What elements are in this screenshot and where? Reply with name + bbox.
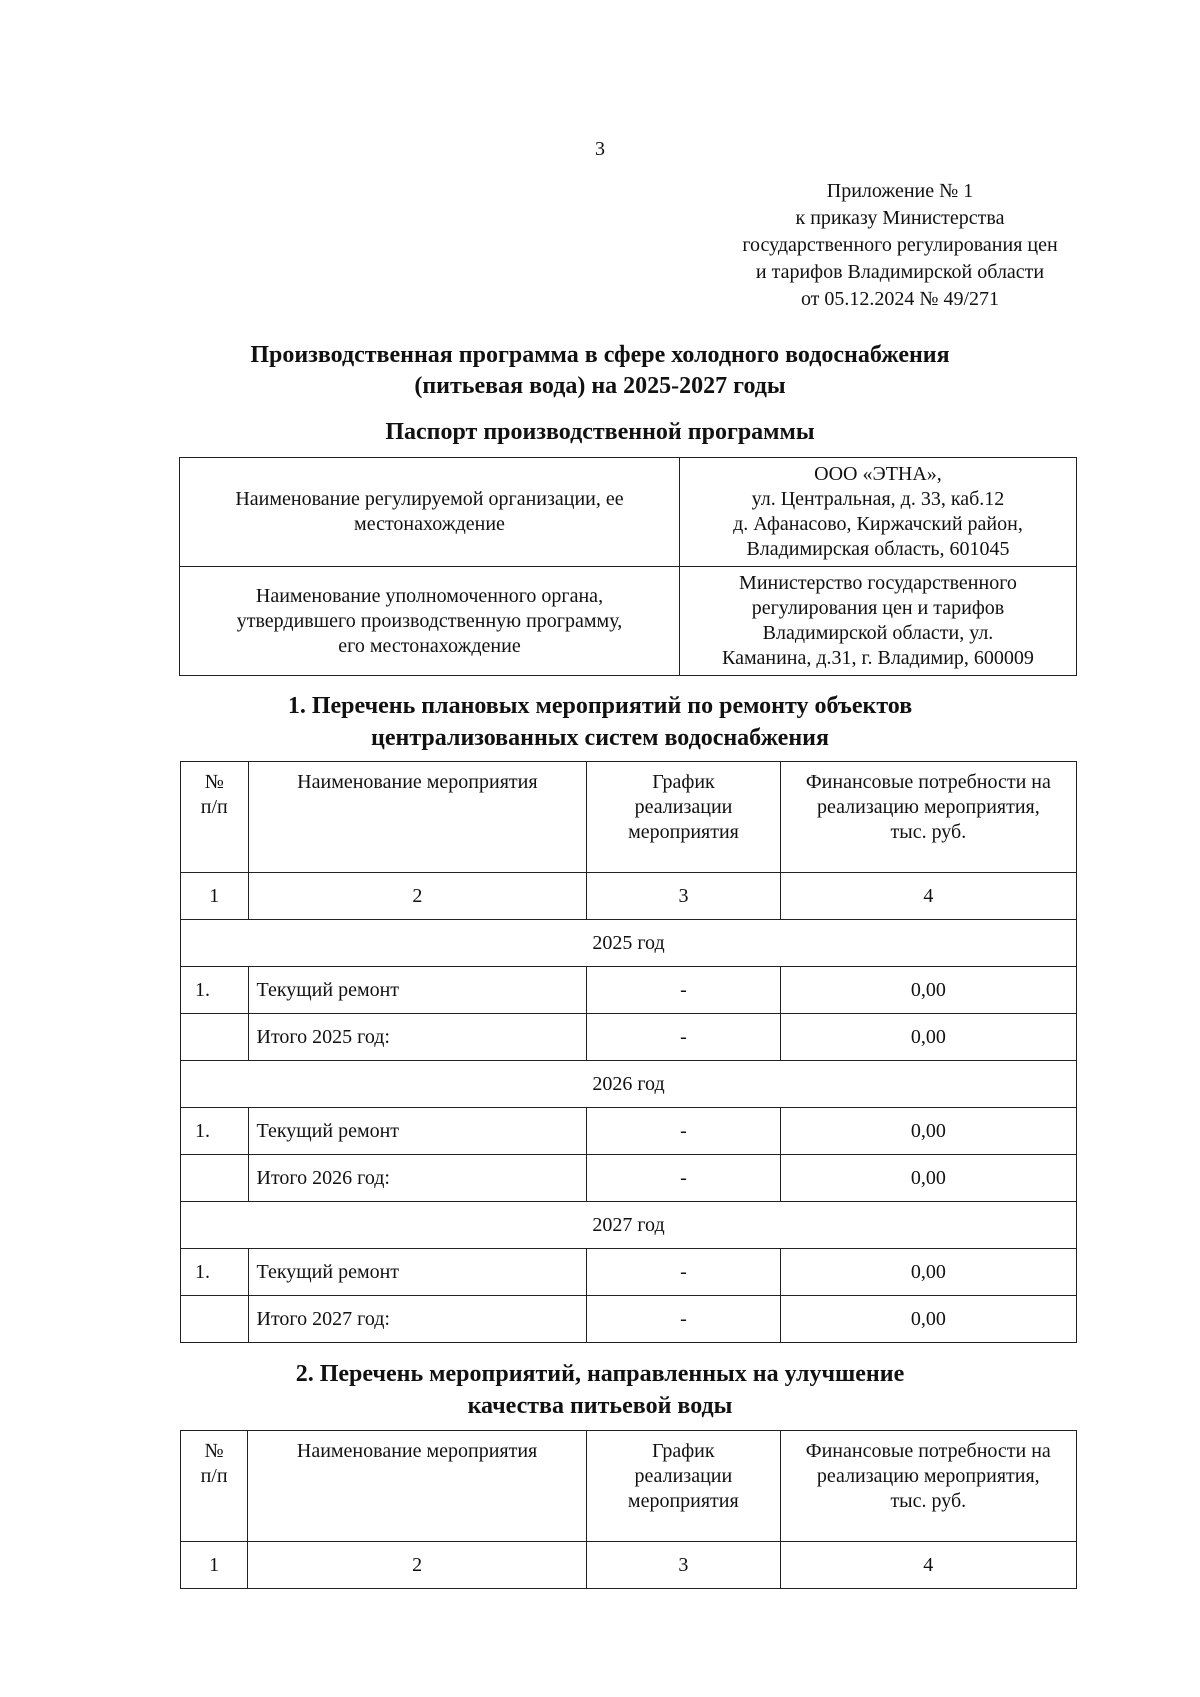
text-line: График xyxy=(652,1440,715,1462)
text-line: реализацию мероприятия, xyxy=(816,1465,1040,1487)
text-line: тыс. руб. xyxy=(890,1490,967,1512)
appendix-block xyxy=(700,178,1100,313)
repair-plan-table xyxy=(180,761,1077,1343)
title-line: 2. Перечень мероприятий, направленных на улучшение xyxy=(295,1361,905,1387)
table-row xyxy=(181,1108,1077,1155)
column-number-row xyxy=(181,873,1077,920)
total-row xyxy=(181,1296,1077,1343)
appendix-line: государственного регулирования цен xyxy=(742,234,1058,256)
text-line: Каманина, д.31, г. Владимир, 600009 xyxy=(722,647,1034,669)
text-line: реализации xyxy=(634,796,733,818)
table-cell: 1. xyxy=(181,967,249,1014)
passport-value xyxy=(679,567,1076,676)
section1-title xyxy=(0,690,1200,754)
passport-label xyxy=(180,567,680,676)
text-line: утвердившего производственную программу, xyxy=(236,609,623,632)
table-cell: Итого 2027 год: xyxy=(248,1296,587,1343)
table-cell: 0,00 xyxy=(780,1108,1076,1155)
passport-row xyxy=(180,458,1077,567)
title-line: (питьевая вода) на 2025-2027 годы xyxy=(414,373,786,399)
title-line: Производственная программа в сфере холодного водоснабжения xyxy=(250,342,950,368)
table-cell xyxy=(181,1296,249,1343)
table-cell: 3 xyxy=(587,873,781,920)
table-cell: 1. xyxy=(181,1108,249,1155)
title-line: 1. Перечень плановых мероприятий по ремонту объектов xyxy=(287,693,913,719)
table-cell: 0,00 xyxy=(780,1249,1076,1296)
passport-value xyxy=(679,458,1076,567)
table-cell xyxy=(181,1014,249,1061)
text-line: Владимирской области, ул. xyxy=(762,622,994,644)
table-cell: 1 xyxy=(181,1542,248,1589)
quality-plan-table xyxy=(180,1430,1077,1589)
passport-heading: Паспорт производственной программы xyxy=(385,419,815,445)
appendix-line: от 05.12.2024 № 49/271 xyxy=(800,288,1000,310)
table-cell: - xyxy=(587,1155,781,1202)
header-cell xyxy=(587,1431,781,1542)
passport-row xyxy=(180,567,1077,676)
table-cell: Итого 2026 год: xyxy=(248,1155,587,1202)
total-row xyxy=(181,1014,1077,1061)
table-cell: 1. xyxy=(181,1249,249,1296)
year-label: 2026 год xyxy=(181,1061,1077,1108)
total-row xyxy=(181,1155,1077,1202)
passport-label xyxy=(180,458,680,567)
text-line: реализации xyxy=(634,1465,733,1487)
title-line: качества питьевой воды xyxy=(467,1393,733,1419)
table-cell: 4 xyxy=(780,873,1076,920)
header-cell: Наименование мероприятия xyxy=(248,762,587,873)
table-cell: Текущий ремонт xyxy=(248,1108,587,1155)
table-cell: 0,00 xyxy=(780,967,1076,1014)
table-cell: 0,00 xyxy=(780,1296,1076,1343)
text-line: местонахождение xyxy=(354,513,505,535)
text-line: регулирования цен и тарифов xyxy=(751,597,1005,619)
table-cell: Текущий ремонт xyxy=(248,967,587,1014)
passport-table xyxy=(179,457,1077,676)
table-cell: - xyxy=(587,967,781,1014)
table-row xyxy=(181,1249,1077,1296)
table-row xyxy=(181,967,1077,1014)
column-number-row xyxy=(181,1542,1077,1589)
table-cell: 2 xyxy=(248,873,587,920)
table-cell: - xyxy=(587,1108,781,1155)
year-label: 2025 год xyxy=(181,920,1077,967)
text-line: Владимирская область, 601045 xyxy=(746,538,1010,560)
table-cell: Текущий ремонт xyxy=(248,1249,587,1296)
text-line: № xyxy=(204,1440,224,1462)
document-title xyxy=(0,340,1200,402)
year-row xyxy=(181,1202,1077,1249)
appendix-line: и тарифов Владимирской области xyxy=(755,261,1045,283)
header-cell xyxy=(181,762,249,873)
page-number: 3 xyxy=(595,138,605,160)
text-line: График xyxy=(652,771,715,793)
text-line: мероприятия xyxy=(628,821,739,843)
table-header-row xyxy=(181,1431,1077,1542)
table-cell: 0,00 xyxy=(780,1155,1076,1202)
text-line: ул. Центральная, д. 33, каб.12 xyxy=(751,488,1005,510)
table-cell: 1 xyxy=(181,873,249,920)
section2-title xyxy=(0,1358,1200,1422)
table-cell: - xyxy=(587,1014,781,1061)
table-cell: - xyxy=(587,1296,781,1343)
text-line: Финансовые потребности на xyxy=(805,1440,1051,1462)
text-line: д. Афанасово, Киржачский район, xyxy=(733,513,1023,535)
text-line: мероприятия xyxy=(627,1490,739,1512)
text-line: Министерство государственного xyxy=(739,572,1017,594)
text-line: п/п xyxy=(200,1465,228,1487)
title-line: централизованных систем водоснабжения xyxy=(371,725,829,751)
text-line: Наименование регулируемой организации, ее xyxy=(235,488,624,510)
text-line: реализацию мероприятия, xyxy=(816,796,1040,818)
table-cell: Итого 2025 год: xyxy=(248,1014,587,1061)
year-label: 2027 год xyxy=(181,1202,1077,1249)
text-line: его местонахождение xyxy=(338,634,521,657)
header-cell xyxy=(780,1431,1076,1542)
text-line: тыс. руб. xyxy=(890,821,967,843)
text-line: Финансовые потребности на xyxy=(805,771,1051,793)
table-cell: 4 xyxy=(780,1542,1076,1589)
appendix-line: Приложение № 1 xyxy=(826,180,974,202)
header-cell: Наименование мероприятия xyxy=(248,1431,587,1542)
header-cell xyxy=(780,762,1076,873)
text-line: Наименование уполномоченного органа, xyxy=(255,584,604,607)
table-cell xyxy=(181,1155,249,1202)
text-line: п/п xyxy=(200,796,228,818)
table-cell: 2 xyxy=(248,1542,587,1589)
header-cell xyxy=(181,1431,248,1542)
year-row xyxy=(181,920,1077,967)
table-cell: 0,00 xyxy=(780,1014,1076,1061)
text-line: ООО «ЭТНА», xyxy=(814,463,942,485)
header-cell xyxy=(587,762,781,873)
year-row xyxy=(181,1061,1077,1108)
appendix-line: к приказу Министерства xyxy=(795,207,1005,229)
table-cell: - xyxy=(587,1249,781,1296)
text-line: № xyxy=(204,771,224,793)
table-header-row xyxy=(181,762,1077,873)
table-cell: 3 xyxy=(587,1542,781,1589)
